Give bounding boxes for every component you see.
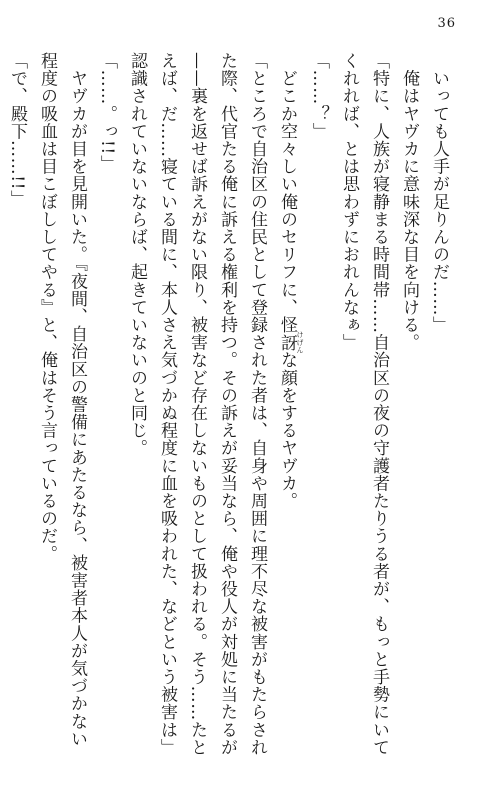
text-line [0,52,2,670]
text-line: 「ところで自治区の住民として登録された者は、自身や周囲に理不尽な被害がもたらされ [247,52,267,756]
ruby-before: 怪 [277,316,297,334]
text-line: 俺はヤヴカに意味深な目を向ける。 [399,52,419,352]
ruby-annotation [277,331,304,354]
text-line: 「で、殿下……!!」 [7,52,27,208]
page-number: 36 [437,16,456,31]
ruby-reading: けげん [296,331,304,354]
text-line: 「特に、人族が寝静まる時間帯……自治区の夜の守護者たりうる者が、もっと手勢にいて [369,52,389,756]
text-line-with-ruby [272,52,304,670]
ruby-after: な顔をするヤヴカ。 [277,351,297,510]
text-line: 「……？」 [309,52,329,140]
text-line: 「……。っ!!」 [97,52,117,173]
text-line: いっても人手が足りんのだ……」 [429,52,449,334]
text-line: ヤヴカが目を見開いた。『夜間、自治区の警備にあたるなら、被害者本人が気づかない [67,52,87,748]
text-line: た際、代官たる俺に訴える権利を持つ。その訴えが妥当なら、俺や役人が対処に当たるが [217,52,237,756]
text-line: えば、だ……寝ている間に、本人さえ気づかぬ程度に血を吸われた、などという被害は」 [157,52,177,756]
ruby-base: 訝 [277,331,297,354]
text-line: 程度の吸血は目こぼししてやる』と、俺はそう言っているのだ。 [37,52,57,563]
vertical-text-block [7,52,454,756]
text-line: くれれば、とは思わずにおれんなぁ」 [339,52,359,352]
text-line-head: どこか空々しい俺のセリフに、 [277,52,297,316]
text-line: 認識されていないならば、起きていないのと同じ。 [127,52,147,457]
text-line: ——裏を返せば訴えがない限り、被害など存在しないものとして扱われる。そう……たと [187,52,207,756]
